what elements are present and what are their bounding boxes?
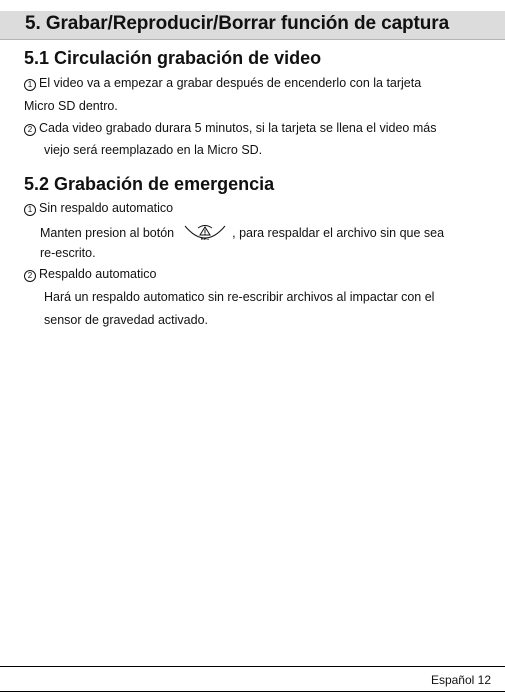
section-5-2-item-2-line-2: sensor de gravedad activado. [44, 313, 208, 327]
footer-rule [0, 666, 505, 667]
circled-number-1: 1 [24, 204, 36, 216]
item-text: , para respaldar el archivo sin que sea [232, 226, 445, 240]
section-5-2-item-1-line-2: re-escrito. [40, 246, 96, 260]
section-5-1-item-1-line-1 [24, 76, 421, 91]
section-5-2-item-2-line-1: Hará un respaldo automatico sin re-escribir archivos al impactar con el [44, 290, 435, 304]
circled-number-2: 2 [24, 270, 36, 282]
item-text: Manten presion al botón [40, 226, 175, 240]
section-5-1-item-2-line-2: viejo será reemplazado en la Micro SD. [44, 143, 263, 157]
item-text: Cada video grabado durara 5 minutos, si la tarjeta se llena el video más [39, 121, 437, 135]
item-text: El video va a empezar a grabar después de encenderlo con la tarjeta [39, 76, 422, 90]
section-5-1-title: 5.1 Circulación grabación de video [24, 48, 322, 68]
section-5-2-item-2-heading [24, 267, 156, 282]
section-5-1-item-2-line-1 [24, 121, 436, 136]
circled-number-1: 1 [24, 79, 36, 91]
circled-number-2: 2 [24, 124, 36, 136]
chapter-title: 5. Grabar/Reproducir/Borrar función de captura [25, 13, 450, 34]
rec-button-label: REC [200, 236, 210, 241]
section-5-1-item-1-line-2: Micro SD dentro. [24, 99, 118, 113]
item-heading: Respaldo automatico [39, 267, 157, 281]
rec-button-icon [184, 224, 226, 247]
footer-rule-bottom [0, 691, 505, 692]
item-heading: Sin respaldo automatico [39, 201, 174, 215]
section-5-2-item-1-heading [24, 201, 173, 216]
section-5-2-title: 5.2 Grabación de emergencia [24, 174, 275, 194]
page-number-label: Español 12 [430, 673, 491, 687]
section-5-2-item-1-line-1 [40, 224, 444, 247]
